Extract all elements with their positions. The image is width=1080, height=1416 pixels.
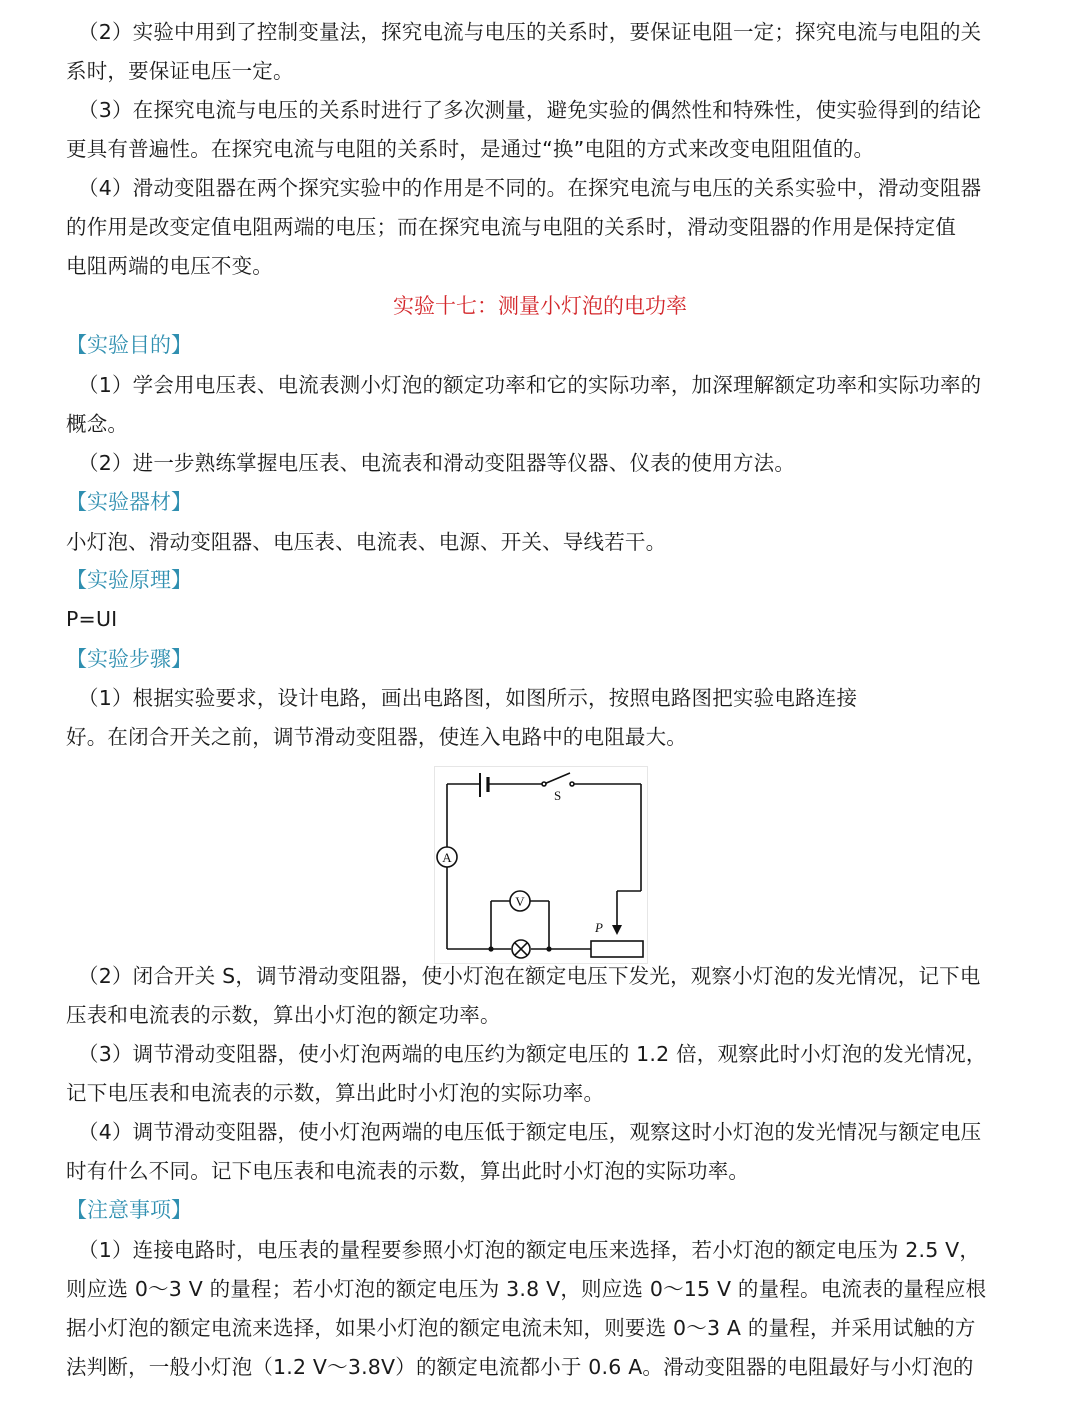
paragraph-line: （4）滑动变阻器在两个探究实验中的作用是不同的。在探究电流与电压的关系实验中，滑动变阻器 (78, 176, 982, 200)
paragraph-line: 压表和电流表的示数，算出小灯泡的额定功率。 (66, 1003, 501, 1027)
paragraph-line: （1）根据实验要求，设计电路，画出电路图，如图所示，按照电路图把实验电路连接 (78, 686, 858, 710)
paragraph-line: 电阻两端的电压不变。 (66, 254, 273, 278)
paragraph-line: （2）闭合开关 S，调节滑动变阻器，使小灯泡在额定电压下发光，观察小灯泡的发光情况，记下电 (78, 964, 981, 988)
paragraph-line: 更具有普遍性。在探究电流与电阻的关系时，是通过“换”电阻的方式来改变电阻阻值的。 (66, 137, 875, 161)
paragraph-line: （2）实验中用到了控制变量法，探究电流与电压的关系时，要保证电阻一定；探究电流与电阻的关 (78, 20, 982, 44)
paragraph-line: 据小灯泡的额定电流来选择，如果小灯泡的额定电流未知，则要选 0～3 A 的量程，并采用试触的方 (66, 1316, 976, 1340)
paragraph-line: 系时，要保证电压一定。 (66, 59, 294, 83)
switch-blade (544, 773, 570, 784)
paragraph-line: 概念。 (66, 412, 129, 436)
paragraph-line: 法判断，一般小灯泡（1.2 V～3.8V）的额定电流都小于 0.6 A。滑动变阻器的电阻最好与小灯泡的 (66, 1355, 974, 1379)
heading-notes: 【注意事项】 (66, 1198, 192, 1222)
circuit-diagram (434, 766, 648, 964)
voltmeter-label: V (515, 894, 525, 909)
paragraph-line: 好。在闭合开关之前，调节滑动变阻器，使连入电路中的电阻最大。 (66, 725, 687, 749)
heading-principle: 【实验原理】 (66, 568, 192, 592)
section-title: 实验十七：测量小灯泡的电功率 (393, 294, 687, 318)
paragraph-line: （3）在探究电流与电压的关系时进行了多次测量，避免实验的偶然性和特殊性，使实验得到的结论 (78, 98, 982, 122)
equipment-text: 小灯泡、滑动变阻器、电压表、电流表、电源、开关、导线若干。 (66, 530, 667, 554)
paragraph-line: （1）学会用电压表、电流表测小灯泡的额定功率和它的实际功率，加深理解额定功率和实际功率的 (78, 373, 982, 397)
paragraph-line: 的作用是改变定值电阻两端的电压；而在探究电流与电阻的关系时，滑动变阻器的作用是保持定值 (66, 215, 957, 239)
paragraph-line: （4）调节滑动变阻器，使小灯泡两端的电压低于额定电压，观察这时小灯泡的发光情况与额定电压 (78, 1120, 982, 1144)
paragraph-line: （2）进一步熟练掌握电压表、电流表和滑动变阻器等仪器、仪表的使用方法。 (78, 451, 796, 475)
switch-contact (570, 782, 574, 786)
junction-dot (546, 946, 551, 951)
junction-dot (488, 946, 493, 951)
switch-label: S (554, 788, 562, 803)
ammeter-label: A (442, 850, 452, 865)
principle-formula: P=UI (66, 607, 118, 631)
heading-equipment: 【实验器材】 (66, 490, 192, 514)
paragraph-line: 则应选 0～3 V 的量程；若小灯泡的额定电压为 3.8 V，则应选 0～15 V 的量程。电流表的量程应根 (66, 1277, 987, 1301)
paragraph-line: 时有什么不同。记下电压表和电流表的示数，算出此时小灯泡的实际功率。 (66, 1159, 750, 1183)
slider-label: P (595, 920, 603, 935)
rheostat (591, 941, 643, 957)
heading-purpose: 【实验目的】 (66, 333, 192, 357)
paragraph-line: （1）连接电路时，电压表的量程要参照小灯泡的额定电压来选择，若小灯泡的额定电压为 2.5 V， (78, 1238, 981, 1262)
switch-contact (542, 782, 546, 786)
paragraph-line: 记下电压表和电流表的示数，算出此时小灯泡的实际功率。 (66, 1081, 605, 1105)
slider-arrow (612, 925, 622, 935)
paragraph-line: （3）调节滑动变阻器，使小灯泡两端的电压约为额定电压的 1.2 倍，观察此时小灯泡的发光情况， (78, 1042, 987, 1066)
heading-steps: 【实验步骤】 (66, 647, 192, 671)
